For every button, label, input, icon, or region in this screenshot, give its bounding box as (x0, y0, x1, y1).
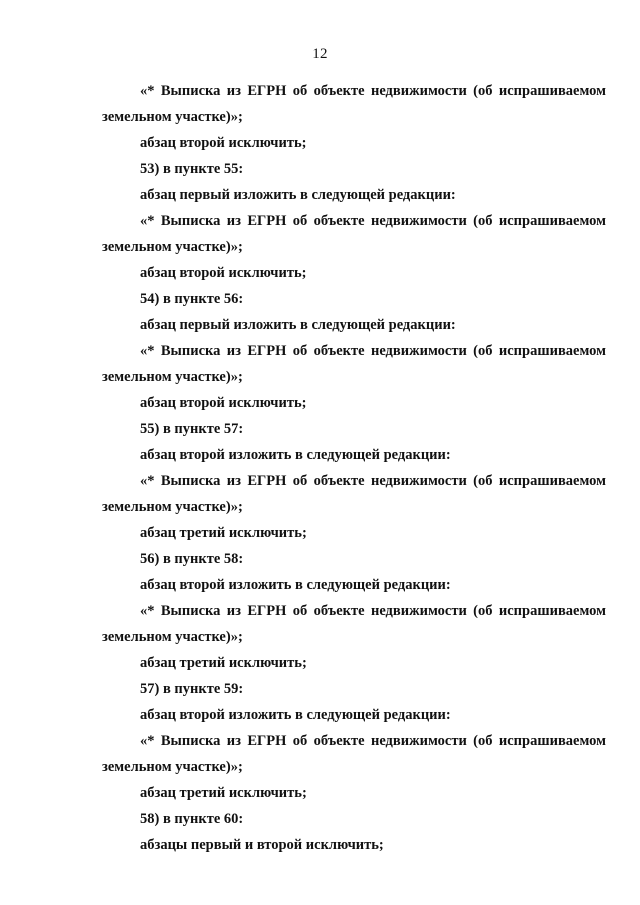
text-line: абзац третий исключить; (140, 525, 307, 541)
text-line: земельном участке)»; (102, 369, 243, 385)
text-line: «* Выписка из ЕГРН об объекте недвижимости (об испрашиваемом (140, 473, 606, 489)
text-line: «* Выписка из ЕГРН об объекте недвижимости (об испрашиваемом (140, 213, 606, 229)
text-line: абзац третий исключить; (140, 655, 307, 671)
text-line: 58) в пункте 60: (140, 811, 244, 827)
text-line: абзац второй исключить; (140, 395, 307, 411)
text-line: земельном участке)»; (102, 629, 243, 645)
text-line: «* Выписка из ЕГРН об объекте недвижимости (об испрашиваемом (140, 603, 606, 619)
text-line: 56) в пункте 58: (140, 551, 244, 567)
text-line: 54) в пункте 56: (140, 291, 244, 307)
text-line: абзацы первый и второй исключить; (140, 837, 384, 853)
text-line: абзац второй исключить; (140, 135, 307, 151)
document-body (102, 78, 606, 858)
text-line: земельном участке)»; (102, 759, 243, 775)
text-line: абзац второй изложить в следующей редакции: (140, 577, 451, 593)
text-line: абзац второй исключить; (140, 265, 307, 281)
text-line: 53) в пункте 55: (140, 161, 244, 177)
text-line: земельном участке)»; (102, 499, 243, 515)
text-line: «* Выписка из ЕГРН об объекте недвижимости (об испрашиваемом (140, 733, 606, 749)
text-line: абзац первый изложить в следующей редакции: (140, 317, 456, 333)
page-number: 12 (312, 46, 328, 62)
text-line: абзац второй изложить в следующей редакции: (140, 707, 451, 723)
text-line: земельном участке)»; (102, 239, 243, 255)
text-line: земельном участке)»; (102, 109, 243, 125)
text-line: 57) в пункте 59: (140, 681, 244, 697)
text-line: абзац первый изложить в следующей редакции: (140, 187, 456, 203)
text-line: 55) в пункте 57: (140, 421, 244, 437)
text-line: абзац второй изложить в следующей редакции: (140, 447, 451, 463)
text-line: абзац третий исключить; (140, 785, 307, 801)
text-line: «* Выписка из ЕГРН об объекте недвижимости (об испрашиваемом (140, 83, 606, 99)
text-line: «* Выписка из ЕГРН об объекте недвижимости (об испрашиваемом (140, 343, 606, 359)
